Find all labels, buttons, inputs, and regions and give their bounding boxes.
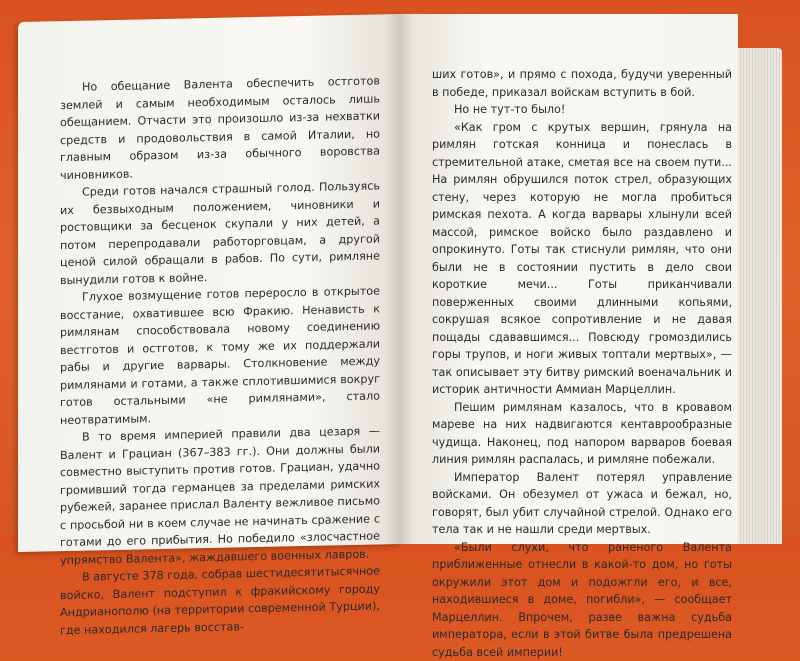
paragraph: В августе 378 года, собрав шестидесятитысячное войско, Валент подступил к фракийскому городу Андрианополю (на территории современной Турции), где находился лагерь восстав- [60, 562, 380, 639]
paragraph: «Как гром с крутых вершин, грянула на римлян готская конница и понеслась в стремительной атаке, сметая все на своем пути... На римлян обрушился поток стрел, образующих стену, через которую не могла пробиться римская пехота. А когда варвары хлынули всей массой, римское войско было раздавлено и опрокинуто. Готы так стиснули римлян, что они были не в состоянии пустить в дело свои короткие мечи... Готы приканчивали поверженных своими длинными копьями, сокрушая всякое сопротивление и не давая пощады сдававшимся... Повсюду громоздились горы трупов, и ноги живых топтали мертвых», — так описывает эту битву римский военачальник и историк античности Аммиан Марцеллин. [432, 119, 732, 399]
left-page-text [60, 72, 380, 639]
paragraph: Император Валент потерял управление войсками. Он обезумел от ужаса и бежал, но, говорят, был убит случайной стрелой. Однако его тела так и не нашли среди мертвых. [432, 469, 732, 539]
open-book [18, 14, 798, 544]
paragraph: Глухое возмущение готов переросло в открытое восстание, охватившее всю Фракию. Ненависть к римлянам способствовала новому соединению вестготов и остготов, к тому же их поддержали рабы и другие варвары. Столкновение между римлянами и готами, а также сплотившимися вокруг готов остальными «не римлянами», стало неотвратимым. [60, 282, 380, 429]
paragraph: Но обещание Валента обеспечить остготов землей и самым необходимым осталось лишь обещанием. Отчасти это произошло из-за нехватки средств и продовольствия в самой Италии, но главным образом из-за обычного воровства чиновников. [60, 72, 380, 184]
paragraph: Среди готов начался страшный голод. Пользуясь их безвыходным положением, чиновники и ростовщики за бесценок скупали у них детей, а потом перепродавали работорговцам, а другой ценой силой обращали в рабов. По сути, римляне вынудили готов к войне. [60, 177, 380, 289]
paragraph: Но не тут-то было! [432, 101, 732, 119]
right-page-text [432, 66, 732, 661]
paragraph: «Были слухи, что раненого Валента приближенные отнесли в какой-то дом, но готы окружили этот дом и подожгли его, и все, находившиеся в доме, погибли», — сообщает Марцеллин. Впрочем, разве важна судьба императора, если в этой битве была предрешена судьба всей империи! [432, 539, 732, 661]
paragraph: Пешим римлянам казалось, что в кровавом мареве на них надвигаются кентаврообразные чудища. Наконец, под напором варваров боевая линия римлян распалась, и римляне побежали. [432, 399, 732, 469]
paragraph: В то время империей правили два цезаря — Валент и Грациан (367–383 гг.). Они должны были совместно выступить против готов. Грациан, удачно громивший тогда германцев за пределами римских рубежей, заранее прислал Валенту вежливое письмо с просьбой ни в коем случае не начинать сражение с готами до его прибытия. Но победило «злосчастное упрямство Валента», жаждавшего военных лавров. [60, 422, 380, 569]
left-page [18, 14, 400, 552]
page-edges [738, 48, 782, 544]
paragraph: ших готов», и прямо с похода, будучи уверенный в победе, приказал войскам вступить в бой. [432, 66, 732, 101]
right-page [400, 14, 738, 544]
